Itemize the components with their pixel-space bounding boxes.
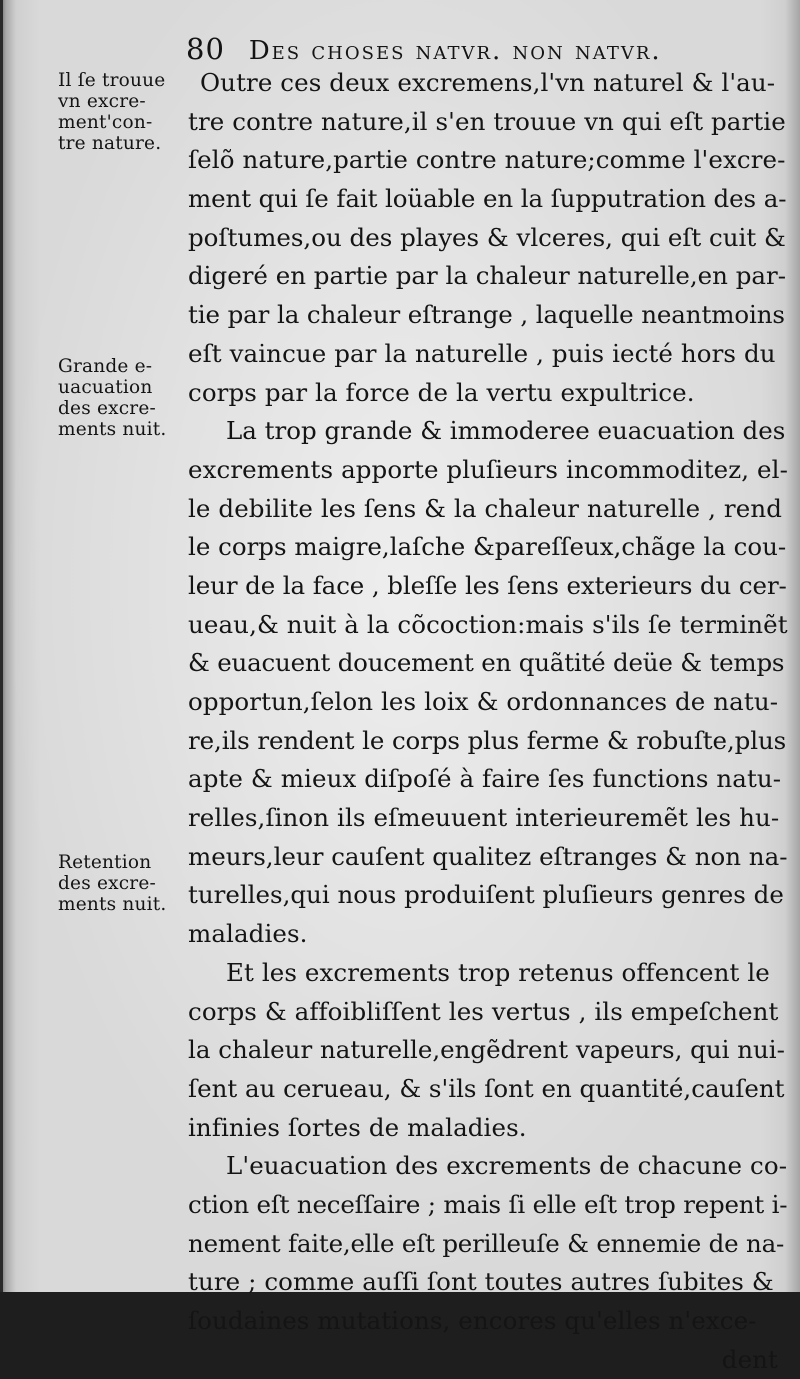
text-line: apte & mieux diſpoſé à faire ſes functions natu- bbox=[188, 764, 782, 794]
catchword: dent bbox=[721, 1344, 778, 1374]
text-line: corps & affoibliſſent les vertus , ils empeſchent bbox=[188, 996, 779, 1026]
text-line: re,ils rendent le corps plus ferme & robuſte,plus bbox=[188, 725, 787, 755]
text-line: ſelõ nature,partie contre nature;comme l'excre- bbox=[188, 145, 786, 175]
margin-note-line: ments nuit. bbox=[58, 894, 167, 915]
text-line: excrements apporte pluſieurs incommoditez, el- bbox=[188, 454, 788, 484]
margin-note-line: uacuation bbox=[58, 377, 153, 398]
text-line: relles,ſinon ils eſmeuuent interieuremẽt les hu- bbox=[188, 803, 780, 833]
text-line: opportun,ſelon les loix & ordonnances de natu- bbox=[188, 687, 779, 716]
text-line: eſt vaincue par la naturelle , puis iecté hors du bbox=[188, 338, 776, 368]
text-line: ueau,& nuit à la cõcoction:mais s'ils ſe terminẽt bbox=[188, 609, 788, 639]
margin-note-line: vn excre- bbox=[58, 91, 146, 112]
text-line: ſoudaines mutations, encores qu'elles n'exce- bbox=[188, 1306, 757, 1335]
margin-note-line: Grande e- bbox=[58, 356, 153, 377]
margin-note-line: Il ſe trouue bbox=[58, 70, 166, 91]
text-line: ture ; comme auſſi ſont toutes autres ſubites & bbox=[188, 1267, 774, 1297]
text-line: leur de la face , bleſſe les ſens exterieurs du cer- bbox=[188, 570, 787, 600]
text-line: nement faite,elle eſt perilleuſe & ennemie de na- bbox=[188, 1228, 785, 1258]
margin-note-line: ment'con- bbox=[58, 112, 153, 133]
text-line: & euacuent doucement en quãtité deüe & temps bbox=[188, 648, 785, 678]
text-line: corps par la force de la vertu expultrice. bbox=[188, 377, 695, 407]
text-line: poſtumes,ou des playes & vlceres, qui eſt cuit & bbox=[188, 222, 786, 252]
text-line: Et les excrements trop retenus offencent le bbox=[226, 957, 770, 987]
text-line: meurs,leur cauſent qualitez eſtranges & non na- bbox=[188, 841, 788, 871]
margin-note-excrement-contre-nature bbox=[58, 70, 183, 154]
running-title: Des choses natvr. non natvr. bbox=[248, 36, 662, 66]
page-number: 80 bbox=[186, 32, 225, 66]
text-line: L'euacuation des excrements de chacune co- bbox=[226, 1151, 788, 1181]
text-line: digeré en partie par la chaleur naturelle,en par- bbox=[188, 261, 787, 291]
text-line: tre contre nature,il s'en trouue vn qui eſt partie bbox=[188, 106, 786, 136]
text-line: tie par la chaleur eſtrange , laquelle neantmoins bbox=[188, 300, 785, 330]
margin-note-line: des excre- bbox=[58, 398, 156, 419]
margin-note-retention bbox=[58, 852, 183, 915]
text-line: infinies ſortes de maladies. bbox=[188, 1112, 527, 1142]
margin-note-line: ments nuit. bbox=[58, 419, 167, 440]
margin-note-line: tre nature. bbox=[58, 133, 162, 154]
margin-note-line: des excre- bbox=[58, 873, 156, 894]
page-edge-left bbox=[0, 0, 3, 1292]
text-line: maladies. bbox=[188, 919, 308, 949]
margin-note-grande-euacuation bbox=[58, 356, 183, 440]
text-line: La trop grande & immoderee euacuation des bbox=[226, 416, 786, 446]
text-line: la chaleur naturelle,engẽdrent vapeurs, qui nui- bbox=[188, 1035, 785, 1065]
text-line: Outre ces deux excremens,l'vn naturel & l'au- bbox=[200, 68, 776, 97]
text-line: le corps maigre,laſche &pareſſeux,chãge la cou- bbox=[188, 532, 787, 562]
text-line: ction eſt neceſſaire ; mais ſi elle eſt trop repent i- bbox=[188, 1189, 788, 1219]
text-line: le debilite les ſens & la chaleur naturelle , rend bbox=[188, 493, 783, 523]
margin-note-line: Retention bbox=[58, 852, 152, 873]
text-line: ſent au cerueau, & s'ils ſont en quantité,cauſent bbox=[188, 1073, 785, 1103]
text-line: ment qui ſe fait loüable en la ſupputration des a- bbox=[188, 184, 787, 214]
body-text bbox=[188, 64, 788, 1379]
text-line: turelles,qui nous produiſent pluſieurs genres de bbox=[188, 880, 784, 910]
